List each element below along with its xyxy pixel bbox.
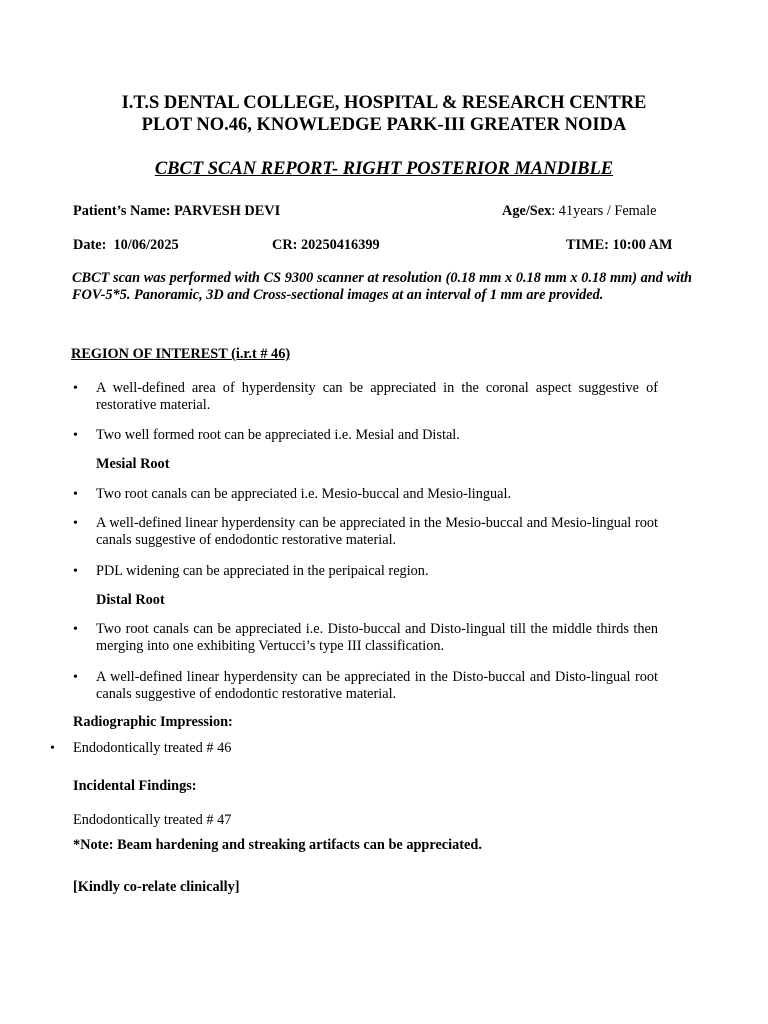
bullet-icon: •	[73, 622, 78, 637]
list-item: Two well formed root can be appreciated i.e. Mesial and Distal.	[96, 427, 460, 443]
age-sex-label: Age/Sex	[502, 203, 552, 219]
time-value: 10:00 AM	[612, 237, 673, 253]
patient-name: PARVESH DEVI	[174, 203, 281, 219]
cr-label: CR:	[272, 237, 298, 253]
patient-name-row	[73, 203, 280, 220]
list-item: Two root canals can be appreciated i.e. Disto-buccal and Disto-lingual till the middle thirds then merging into one exhibiting Vertucci’s type III classification.	[96, 621, 658, 654]
cr-row	[272, 237, 380, 254]
date-value: 10/06/2025	[113, 237, 179, 253]
list-item: A well-defined linear hyperdensity can be appreciated in the Mesio-buccal and Mesio-lingual root canals suggestive of endodontic restorative material.	[96, 515, 658, 548]
correlate-note: [Kindly co-relate clinically]	[73, 879, 240, 895]
report-title: CBCT SCAN REPORT- RIGHT POSTERIOR MANDIBLE	[154, 159, 614, 179]
mesial-root-heading: Mesial Root	[96, 456, 170, 472]
age-sex-row	[502, 203, 656, 220]
impression-item: Endodontically treated # 46	[73, 740, 232, 756]
bullet-icon: •	[73, 428, 78, 443]
incidental-heading: Incidental Findings:	[73, 778, 197, 794]
bullet-icon: •	[73, 670, 78, 685]
date-label: Date:	[73, 237, 107, 253]
time-label: TIME:	[566, 237, 609, 253]
incidental-text: Endodontically treated # 47	[73, 812, 232, 828]
bullet-icon: •	[50, 741, 55, 756]
institution-address: PLOT NO.46, KNOWLEDGE PARK-III GREATER NOIDA	[141, 115, 627, 135]
age-sex-value: : 41years / Female	[551, 203, 657, 219]
patient-name-label: Patient’s Name:	[73, 203, 171, 219]
list-item: Two root canals can be appreciated i.e. Mesio-buccal and Mesio-lingual.	[96, 486, 512, 502]
cr-value: 20250416399	[301, 237, 380, 253]
impression-heading: Radiographic Impression:	[73, 714, 233, 730]
list-item: PDL widening can be appreciated in the peripaical region.	[96, 563, 429, 579]
bullet-icon: •	[73, 487, 78, 502]
institution-name: I.T.S DENTAL COLLEGE, HOSPITAL & RESEARCH CENTRE	[121, 93, 647, 113]
bullet-icon: •	[73, 381, 78, 396]
time-row	[566, 237, 672, 254]
bullet-icon: •	[73, 516, 78, 531]
region-heading: REGION OF INTEREST (i.r.t # 46)	[71, 346, 291, 362]
date-row	[73, 237, 179, 254]
distal-root-heading: Distal Root	[96, 592, 165, 608]
bullet-icon: •	[73, 564, 78, 579]
list-item: A well-defined linear hyperdensity can be appreciated in the Disto-buccal and Disto-lingual root canals suggestive of endodontic restorative material.	[96, 669, 658, 702]
scan-description: CBCT scan was performed with CS 9300 scanner at resolution (0.18 mm x 0.18 mm x 0.18 mm) and with FOV-5*5. Panoramic, 3D and Cross-sectional images at an interval of 1 mm are provided.	[72, 270, 692, 303]
note: *Note: Beam hardening and streaking artifacts can be appreciated.	[73, 837, 482, 853]
list-item: A well-defined area of hyperdensity can be appreciated in the coronal aspect suggestive of restorative material.	[96, 380, 658, 413]
